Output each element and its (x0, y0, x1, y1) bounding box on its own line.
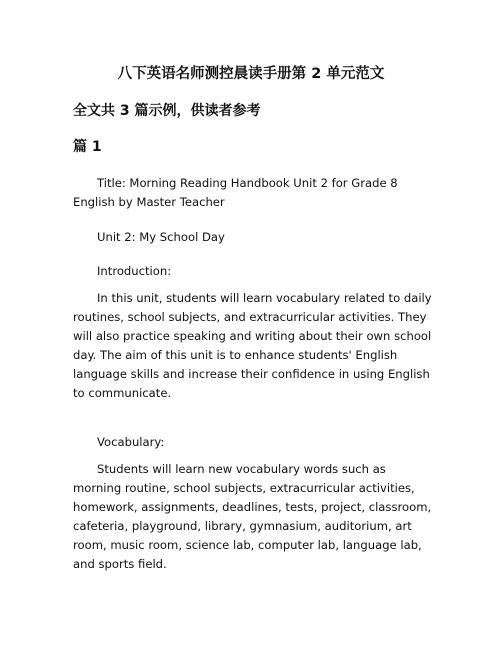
paragraph-unit-heading: Unit 2: My School Day (97, 230, 225, 244)
section-heading: 篇 1 (73, 139, 102, 155)
document-title: 八下英语名师测控晨读手册第 2 单元范文 (117, 66, 385, 82)
paragraph-title-line: Title: Morning Reading Handbook Unit 2 for Grade 8 English by Master Teacher (73, 176, 398, 209)
paragraph-introduction-label: Introduction: (97, 264, 172, 278)
paragraph-introduction-body: In this unit, students will learn vocabulary related to daily routines, school subjects, and extracurricular activities. They will also practice speaking and writing about their own school day. The aim of this unit is to enhance students' English language skills and increase their confidence in using English to communicate. (73, 291, 432, 400)
document-subtitle: 全文共 3 篇示例，供读者参考 (73, 103, 261, 119)
paragraph-vocabulary-label: Vocabulary: (97, 435, 165, 449)
paragraph-vocabulary-body: Students will learn new vocabulary words such as morning routine, school subjects, extracurricular activities, homework, assignments, deadlines, tests, project, classroom, cafeteria, playground, library, gymnasium, auditorium, art room, music room, science lab, computer lab, language lab, and sports field. (73, 462, 432, 571)
